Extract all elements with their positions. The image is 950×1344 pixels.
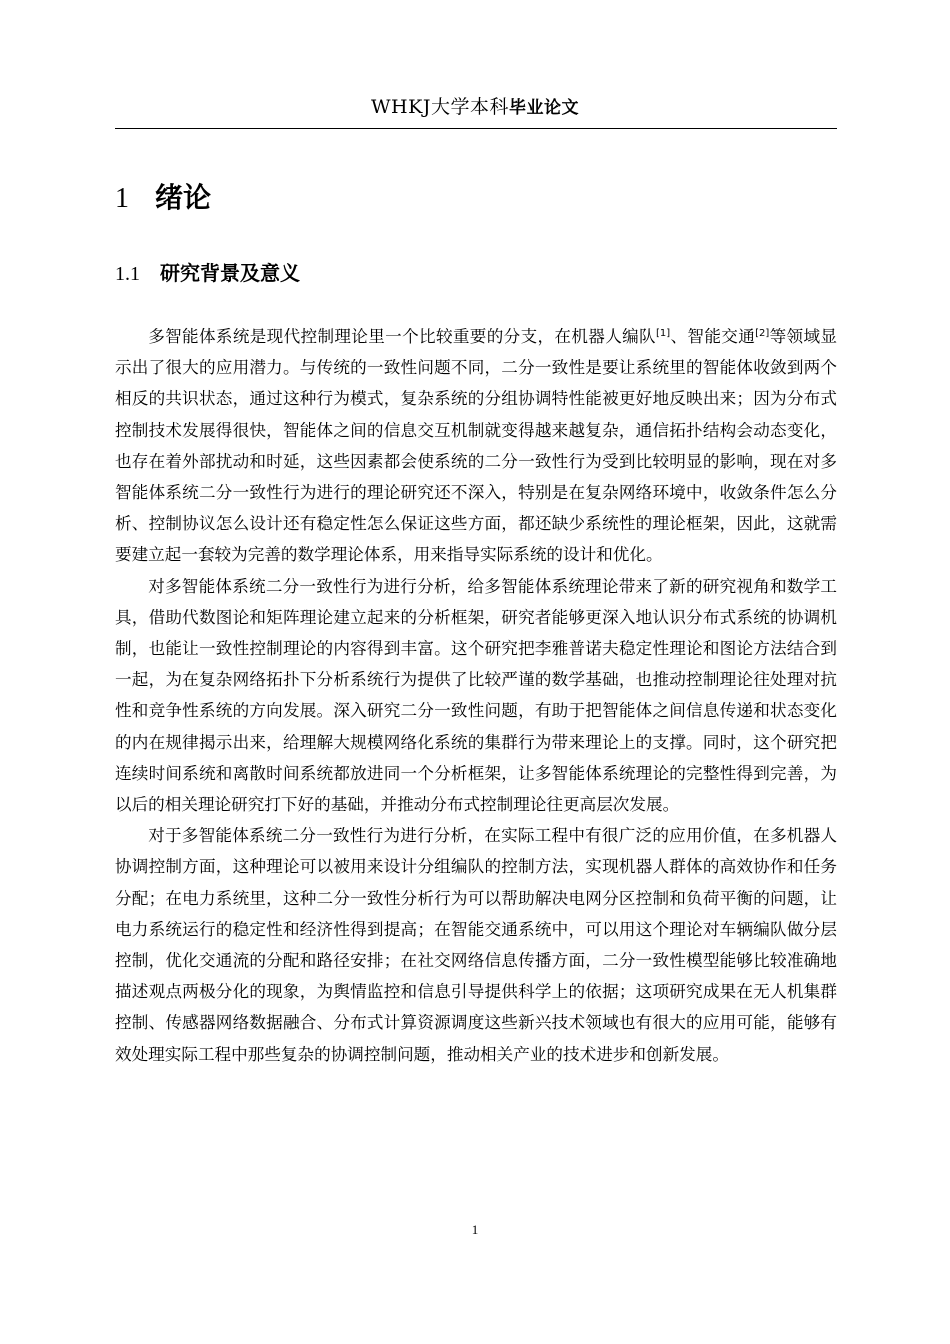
page-header: [0, 92, 950, 119]
citation-1: [1]: [655, 328, 671, 339]
page-number: 1: [471, 1222, 479, 1237]
section-number: 1.1: [115, 263, 140, 285]
paragraph-2: 对多智能体系统二分一致性行为进行分析，给多智能体系统理论带来了新的研究视角和数学工具，借助代数图论和矩阵理论建立起来的分析框架，研究者能够更深入地认识分布式系统的协调机制，也能让一致性控制理论的内容得到丰富。这个研究把李雅普诺夫稳定性理论和图论方法结合到一起，为在复杂网络拓扑下分析系统行为提供了比较严谨的数学基础，也推动控制理论往处理对抗性和竞争性系统的方向发展。深入研究二分一致性问题，有助于把智能体之间信息传递和状态变化的内在规律揭示出来，给理解大规模网络化系统的集群行为带来理论上的支撑。同时，这个研究把连续时间系统和离散时间系统都放进同一个分析框架，让多智能体系统理论的完整性得到完善，为以后的相关理论研究打下好的基础，并推动分布式控制理论往更高层次发展。: [115, 576, 837, 815]
chapter-heading: [115, 176, 211, 216]
header-thesis-label: 毕业论文: [508, 98, 579, 118]
paragraph-3: 对于多智能体系统二分一致性行为进行分析，在实际工程中有很广泛的应用价值，在多机器人协调控制方面，这种理论可以被用来设计分组编队的控制方法，实现机器人群体的高效协作和任务分配；在电力系统里，这种二分一致性分析行为可以帮助解决电网分区控制和负荷平衡的问题，让电力系统运行的稳定性和经济性得到提高；在智能交通系统中，可以用这个理论对车辆编队做分层控制，优化交通流的分配和路径安排；在社交网络信息传播方面，二分一致性模型能够比较准确地描述观点两极分化的现象，为舆情监控和信息引导提供科学上的依据；这项研究成果在无人机集群控制、传感器网络数据融合、分布式计算资源调度这些新兴技术领域也有很大的应用可能，能够有效处理实际工程中那些复杂的协调控制问题，推动相关产业的技术进步和创新发展。: [115, 826, 837, 1064]
paragraph-1: [115, 321, 837, 571]
citation-2: [2]: [755, 328, 770, 339]
paragraph-1-part-c: 等领域显示出了很大的应用潜力。与传统的一致性问题不同，二分一致性是要让系统里的智能体收敛到两个相反的共识状态，通过这种行为模式，复杂系统的分组协调特性能被更好地反映出来；因为分布式控制技术发展得很快，智能体之间的信息交互机制就变得越来越复杂，通信拓扑结构会动态变化，也存在着外部扰动和时延，这些因素都会使系统的二分一致性行为受到比较明显的影响，现在对多智能体系统二分一致性行为进行的理论研究还不深入，特别是在复杂网络环境中，收敛条件怎么分析、控制协议怎么设计还有稳定性怎么保证这些方面，都还缺少系统性的理论框架，因此，这就需要建立起一套较为完善的数学理论体系，用来指导实际系统的设计和优化。: [115, 327, 838, 565]
paragraph-1-part-a: 多智能体系统是现代控制理论里一个比较重要的分支，在机器人编队: [148, 327, 656, 346]
chapter-title: 绪论: [155, 181, 212, 214]
section-title: 研究背景及意义: [160, 261, 300, 285]
body-text: [115, 321, 837, 1070]
header-rule: [115, 128, 837, 129]
paragraph-1-part-b: 、智能交通: [670, 327, 756, 346]
chapter-number: 1: [115, 183, 129, 214]
header-university: WHKJ大学本科: [371, 96, 509, 118]
section-heading: [115, 257, 300, 286]
